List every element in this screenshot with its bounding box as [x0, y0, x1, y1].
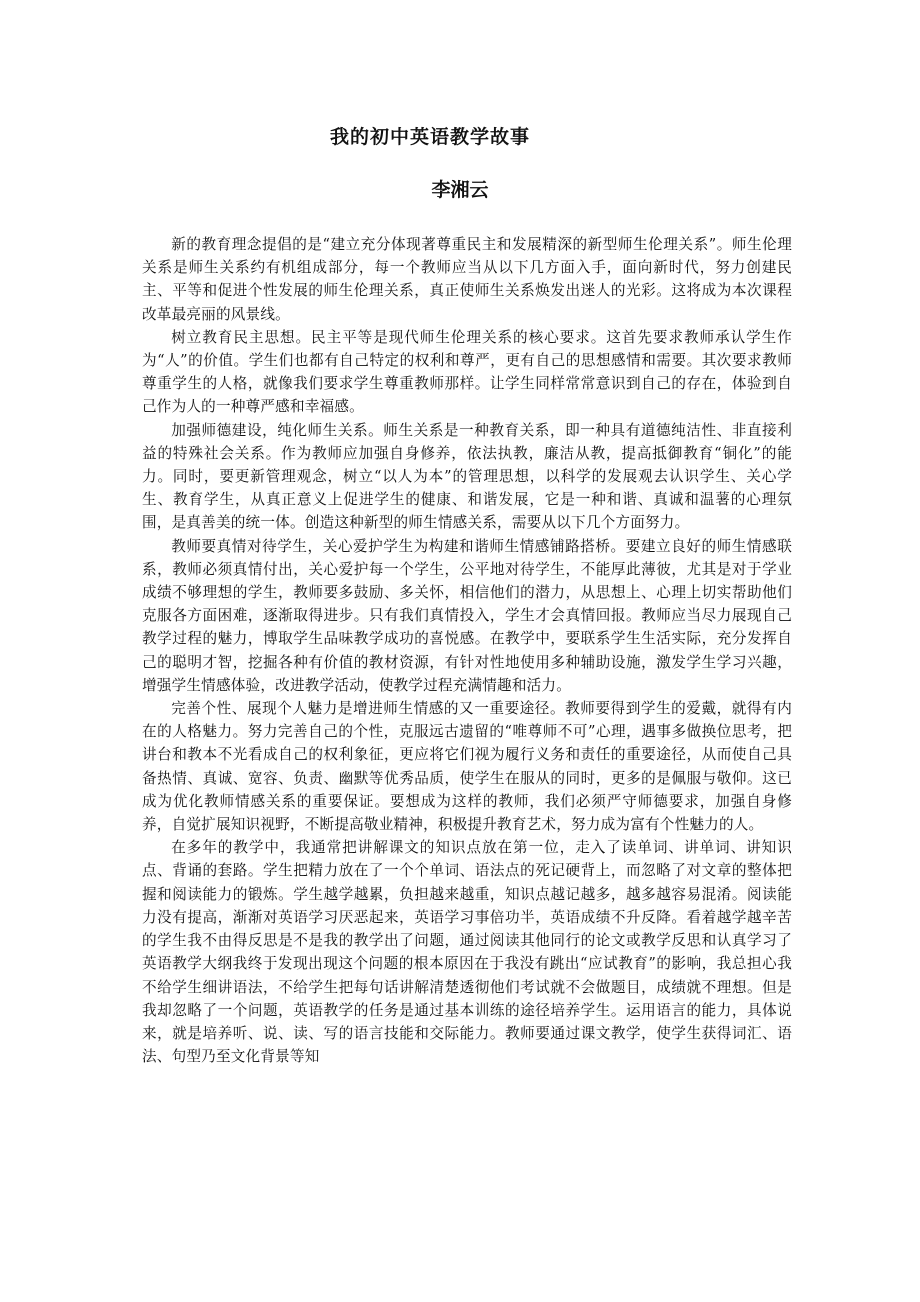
document-body [142, 233, 792, 1068]
paragraph: 在多年的教学中，我通常把讲解课文的知识点放在第一位，走入了读单词、讲单词、讲知识点、背诵的套路。学生把精力放在了一个个单词、语法点的死记硬背上，而忽略了对文章的整体把握和阅读能力的锻炼。学生越学越累，负担越来越重，知识点越记越多，越多越容易混淆。阅读能力没有提高，渐渐对英语学习厌恶起来，英语学习事倍功半，英语成绩不升反降。看着越学越辛苦的学生我不由得反思是不是我的教学出了问题，通过阅读其他同行的论文或教学反思和认真学习了英语教学大纲我终于发现出现这个问题的根本原因在于我没有跳出“应试教育”的影响，我总担心我不给学生细讲语法，不给学生把每句话讲解清楚透彻他们考试就不会做题目，成绩就不理想。但是我却忽略了一个问题，英语教学的任务是通过基本训练的途径培养学生。运用语言的能力，具体说来，就是培养听、说、读、写的语言技能和交际能力。教师要通过课文教学，使学生获得词汇、语法、句型乃至文化背景等知 [142, 839, 792, 1066]
paragraph: 树立教育民主思想。民主平等是现代师生伦理关系的核心要求。这首先要求教师承认学生作为“人”的价值。学生们也都有自己特定的权利和尊严，更有自己的思想感情和需要。其次要求教师尊重学生的人格，就像我们要求学生尊重教师那样。让学生同样常常意识到自己的存在，体验到自己作为人的一种尊严感和幸福感。 [142, 328, 792, 416]
paragraph: 新的教育理念提倡的是“建立充分体现著尊重民主和发展精深的新型师生伦理关系”。师生伦理关系是师生关系约有机组成部分，每一个教师应当从以下几方面入手，面向新时代，努力创建民主、平等和促进个性发展的师生伦理关系，真正使师生关系焕发出迷人的光彩。这将成为本次课程改革最亮丽的风景线。 [142, 236, 792, 323]
paragraph: 教师要真情对待学生，关心爱护学生为构建和谐师生情感铺路搭桥。要建立良好的师生情感联系，教师必须真情付出，关心爱护每一个学生，公平地对待学生，不能厚此薄彼，尤其是对于学业成绩不够理想的学生，教师要多鼓励、多关怀，相信他们的潜力，从思想上、心理上切实帮助他们克服各方面困难，逐渐取得进步。只有我们真情投入，学生才会真情回报。教师应当尽力展现自己教学过程的魅力，博取学生品味教学成功的喜悦感。在教学中，要联系学生生活实际，充分发挥自己的聪明才智，挖掘各种有价值的教材资源，有针对性地使用多种辅助设施，激发学生学习兴趣，增强学生情感体验，改进教学活动，使教学过程充满情趣和活力。 [142, 537, 792, 694]
document-author: 李湘云 [431, 179, 489, 201]
paragraph: 加强师德建设，纯化师生关系。师生关系是一种教育关系，即一种具有道德纯洁性、非直接利益的特殊社会关系。作为教师应加强自身修养，依法执教，廉洁从教，提高抵御教育“铜化”的能力。同时，要更新管理观念，树立“以人为本”的管理思想，以科学的发展观去认识学生、关心学生、教育学生，从真正意义上促进学生的健康、和谐发展，它是一种和谐、真诚和温薯的心理氛围，是真善美的统一体。创造这种新型的师生情感关系，需要从以下几个方面努力。 [142, 421, 792, 532]
paragraph: 完善个性、展现个人魅力是增进师生情感的又一重要途径。教师要得到学生的爱戴，就得有内在的人格魅力。努力完善自己的个性，克服远古遗留的“唯尊师不可”心理，遇事多做换位思考，把讲台和教本不光看成自己的权利象征，更应将它们视为履行义务和责任的重要途径，从而使自己具备热情、真诚、宽容、负责、幽默等优秀品质，使学生在服从的同时，更多的是佩服与敬仰。这已成为优化教师情感关系的重要保证。要想成为这样的教师，我们必须严守师德要求，加强自身修养，自觉扩展知识视野，不断提高敬业精神，积极提升教育艺术，努力成为富有个性魅力的人。 [142, 700, 792, 834]
document-title: 我的初中英语教学故事 [329, 126, 530, 148]
